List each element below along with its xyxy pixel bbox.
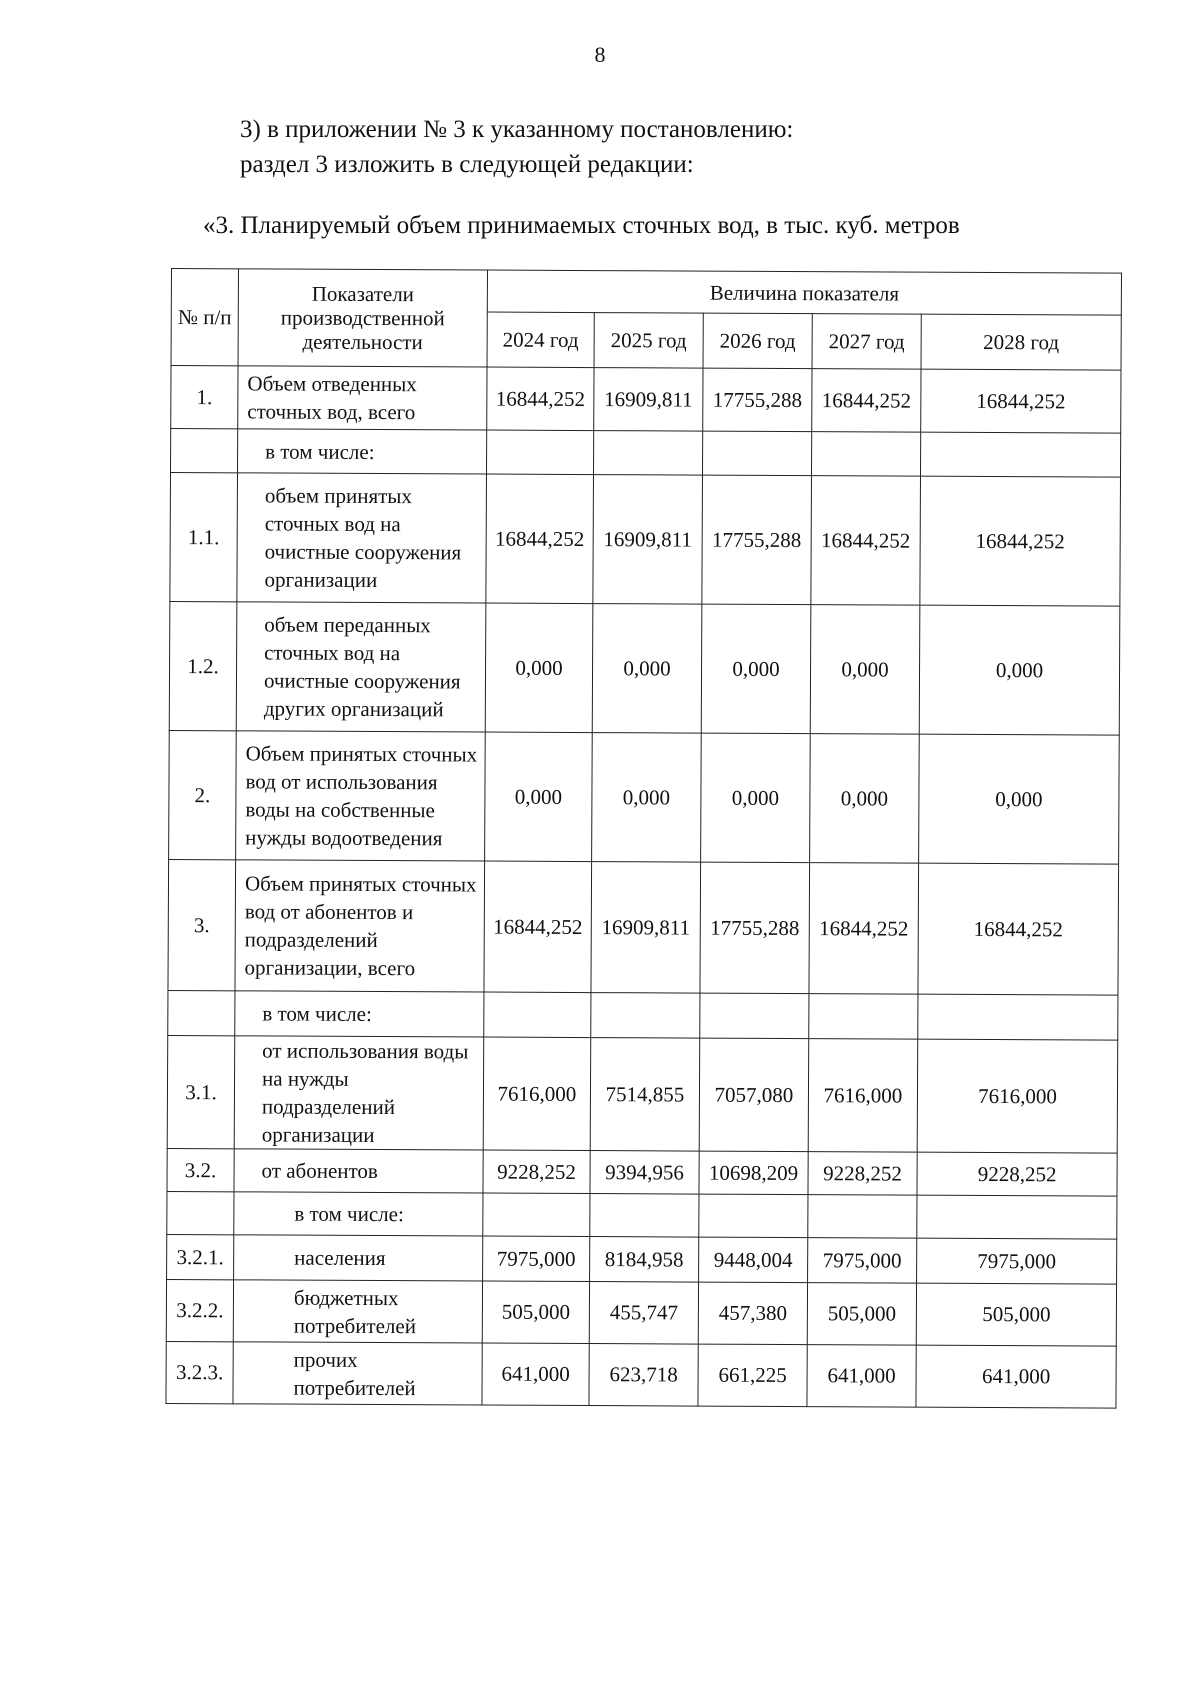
row-value: 457,380	[698, 1282, 807, 1345]
row-value: 16909,811	[591, 862, 701, 994]
row-value: 505,000	[807, 1283, 916, 1346]
row-indicator: населения	[234, 1235, 483, 1281]
row-value: 16844,252	[484, 861, 592, 993]
row-value: 9448,004	[699, 1237, 808, 1283]
row-value: 9228,252	[483, 1150, 590, 1194]
row-number	[167, 1191, 234, 1234]
row-value: 505,000	[482, 1281, 589, 1344]
row-indicator: от абонентов	[234, 1149, 483, 1193]
row-indicator: от использования воды на нужды подразделений организации	[234, 1036, 484, 1150]
row-value: 641,000	[482, 1343, 589, 1406]
table-row	[166, 1341, 1116, 1408]
row-value	[484, 992, 591, 1038]
row-value: 0,000	[701, 604, 811, 734]
row-value	[486, 430, 593, 475]
section-title: «3. Планируемый объем принимаемых сточных вод, в тыс. куб. метров	[203, 212, 960, 239]
row-value	[483, 1193, 590, 1237]
row-value: 0,000	[485, 732, 593, 862]
row-value: 0,000	[592, 733, 702, 863]
row-value	[808, 1195, 917, 1239]
table-row	[166, 1279, 1116, 1346]
header-num: № п/п	[171, 269, 238, 366]
row-value	[811, 432, 920, 477]
row-value: 0,000	[919, 605, 1120, 735]
row-value	[699, 1194, 808, 1238]
row-value: 16844,252	[486, 474, 594, 604]
row-number	[171, 429, 238, 473]
row-value	[917, 1195, 1117, 1239]
table-row	[167, 1035, 1118, 1153]
row-value: 16844,252	[809, 863, 919, 995]
row-value: 0,000	[485, 603, 593, 733]
row-value: 7057,080	[699, 1038, 809, 1152]
table-row	[169, 730, 1120, 864]
page-number: 8	[594, 42, 606, 67]
row-indicator: Объем принятых сточных вод от использования воды на собственные нужды водоотведения	[236, 731, 486, 861]
row-value	[593, 431, 702, 476]
header-year: 2027 год	[812, 314, 921, 370]
row-value: 7975,000	[917, 1238, 1117, 1284]
row-value: 7514,855	[590, 1038, 700, 1152]
table-row	[171, 429, 1121, 478]
row-value	[918, 994, 1118, 1040]
row-value: 7616,000	[483, 1037, 591, 1151]
header-value-group: Величина показателя	[487, 270, 1121, 315]
row-value: 455,747	[589, 1282, 698, 1345]
row-number	[168, 990, 235, 1035]
row-value: 9228,252	[808, 1152, 917, 1196]
intro-line-1: 3) в приложении № 3 к указанному постановлению:	[240, 116, 794, 143]
row-value	[809, 994, 918, 1040]
row-value	[590, 1194, 699, 1238]
row-value: 0,000	[919, 734, 1120, 864]
row-number: 3.1.	[167, 1035, 235, 1148]
table-row	[167, 1234, 1117, 1284]
row-value: 16844,252	[811, 476, 921, 606]
row-indicator: объем принятых сточных вод на очистные сооружения организации	[237, 473, 487, 603]
row-value: 8184,958	[590, 1237, 699, 1283]
header-year: 2028 год	[921, 314, 1121, 370]
header-year: 2025 год	[594, 313, 703, 369]
row-number: 3.2.	[167, 1148, 234, 1191]
row-number: 1.1.	[170, 473, 238, 602]
row-number: 3.2.3.	[166, 1341, 233, 1403]
row-value: 623,718	[589, 1344, 698, 1407]
row-indicator: Объем отведенных сточных вод, всего	[238, 366, 487, 430]
row-value: 16844,252	[921, 369, 1121, 433]
row-value: 641,000	[916, 1345, 1116, 1408]
table-row	[167, 1148, 1117, 1196]
row-value: 10698,209	[699, 1151, 808, 1195]
row-value	[700, 993, 809, 1039]
row-value: 16909,811	[594, 368, 703, 432]
header-indicator: Показатели производственной деятельности	[238, 269, 487, 367]
row-number: 1.2.	[169, 601, 237, 730]
intro-line-2: раздел 3 изложить в следующей редакции:	[240, 151, 694, 178]
row-value: 9228,252	[917, 1152, 1117, 1196]
row-value: 7616,000	[808, 1039, 918, 1153]
row-value: 641,000	[807, 1345, 916, 1408]
table-row	[168, 990, 1118, 1040]
row-value: 7616,000	[917, 1039, 1118, 1153]
row-indicator: в том числе:	[234, 1192, 483, 1236]
row-value: 17755,288	[700, 862, 810, 994]
header-year: 2024 год	[487, 312, 594, 368]
table-row	[167, 1191, 1117, 1239]
row-value: 16909,811	[593, 475, 703, 605]
row-value: 0,000	[810, 734, 920, 864]
row-value: 661,225	[698, 1344, 807, 1407]
row-value: 16844,252	[920, 476, 1121, 606]
row-value	[920, 432, 1120, 477]
row-value: 17755,288	[702, 475, 812, 605]
row-value: 16844,252	[918, 863, 1119, 995]
table-row	[171, 366, 1121, 434]
row-value	[591, 993, 700, 1039]
row-value: 0,000	[701, 733, 811, 863]
row-value: 0,000	[592, 604, 702, 734]
table-row	[170, 473, 1121, 607]
row-number: 3.	[168, 859, 236, 990]
row-number: 3.2.1.	[167, 1234, 234, 1279]
row-value: 9394,956	[590, 1151, 699, 1195]
row-indicator: Объем принятых сточных вод от абонентов и подразделений организации, всего	[235, 860, 485, 992]
row-value: 16844,252	[812, 369, 921, 433]
row-value: 0,000	[810, 605, 920, 735]
wastewater-volume-table	[165, 268, 1122, 1409]
row-indicator: бюджетных потребителей	[233, 1280, 482, 1343]
row-value	[702, 431, 811, 476]
row-indicator: в том числе:	[237, 429, 486, 474]
row-indicator: прочих потребителей	[233, 1342, 482, 1405]
row-value: 7975,000	[808, 1238, 917, 1284]
table-container	[165, 268, 1121, 1409]
row-value: 505,000	[916, 1283, 1116, 1346]
row-indicator: в том числе:	[235, 991, 484, 1037]
row-value: 7975,000	[483, 1236, 590, 1282]
row-number: 1.	[171, 366, 238, 429]
table-row	[168, 859, 1119, 995]
row-indicator: объем переданных сточных вод на очистные сооружения других организаций	[236, 602, 486, 732]
row-number: 3.2.2.	[166, 1279, 233, 1341]
header-year: 2026 год	[703, 313, 812, 369]
intro-text	[240, 112, 793, 182]
row-value: 16844,252	[487, 367, 594, 431]
table-row	[169, 601, 1120, 735]
row-number: 2.	[169, 730, 237, 859]
row-value: 17755,288	[703, 368, 812, 432]
